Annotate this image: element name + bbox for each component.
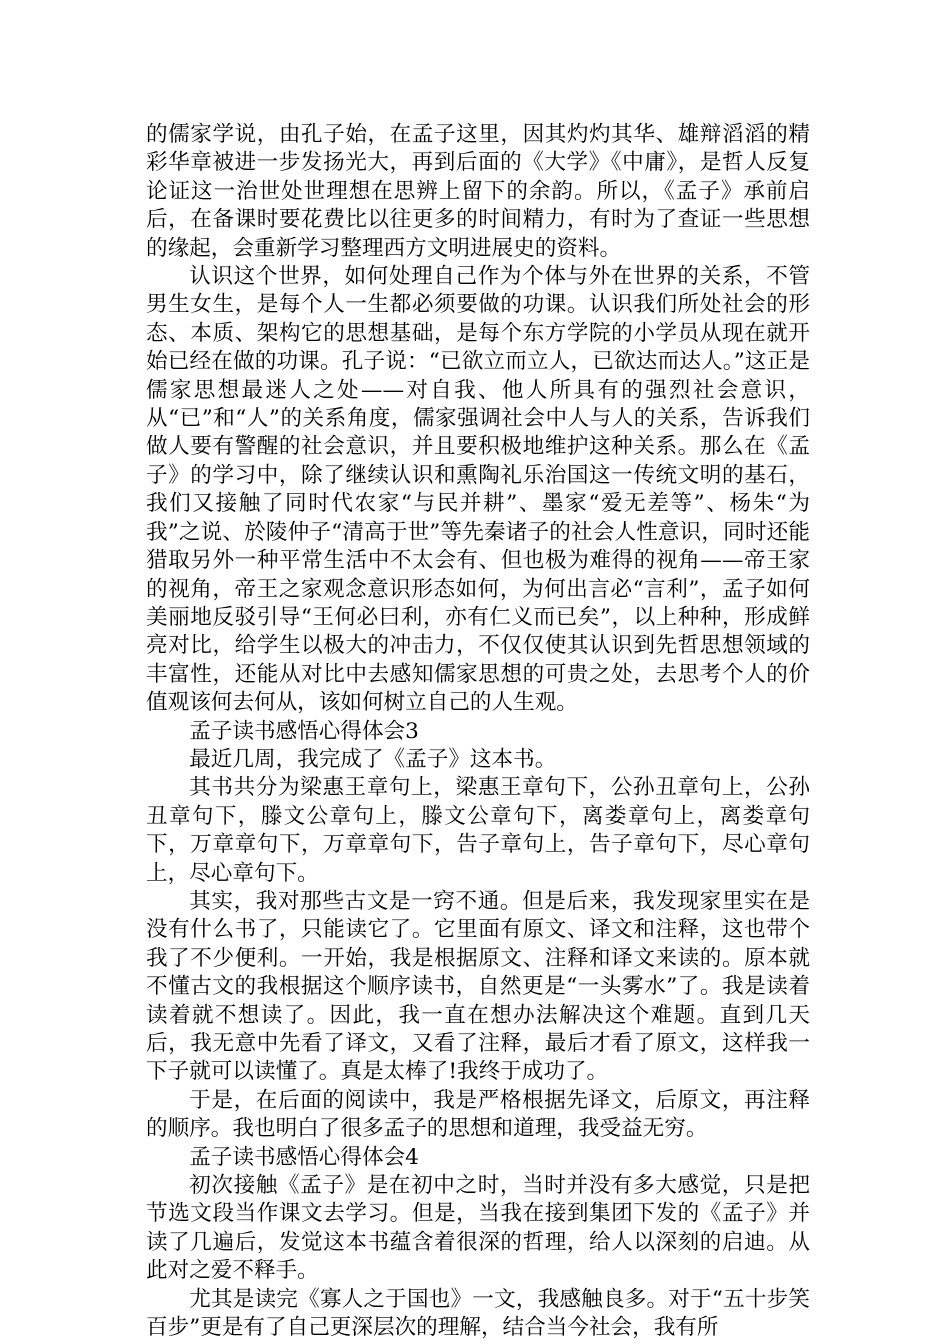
- section-heading-4: 孟子读书感悟心得体会4: [189, 1144, 419, 1170]
- paragraph-book-chapters: 其书共分为梁惠王章句上，梁惠王章句下，公孙丑章句上，公孙丑章句下，滕文公章句上，滕文公章句下，离娄章句上，离娄章句下，万章章句下，万章章句下，告子章句上，告子章句下，尽心章句上，尽心章句下。: [146, 775, 810, 886]
- paragraph-first-contact: 初次接触《孟子》是在初中之时，当时并没有多大感觉，只是把节选文段当作课文去学习。但是，当我在接到集团下发的《孟子》并读了几遍后，发觉这本书蕴含着很深的哲理，给人以深刻的启迪。从此对之爱不释手。: [146, 1173, 810, 1284]
- section-heading-3: 孟子读书感悟心得体会3: [189, 718, 419, 744]
- paragraph-finished-book: 最近几周，我完成了《孟子》这本书。: [189, 746, 557, 772]
- paragraph-reading-order: 于是，在后面的阅读中，我是严格根据先译文，后原文，再注释的顺序。我也明白了很多孟子的思想和道理，我受益无穷。: [146, 1087, 810, 1142]
- paragraph-confucian-theory: 的儒家学说，由孔子始，在孟子这里，因其灼灼其华、雄辩滔滔的精彩华章被进一步发扬光大，再到后面的《大学》《中庸》，是哲人反复论证这一治世处世理想在思辨上留下的余韵。所以，《孟子》承前启后，在备课时要花费比以往更多的时间精力，有时为了查证一些思想的缘起，会重新学习整理西方文明进展史的资料。: [146, 122, 810, 261]
- paragraph-guaren-zhiyu-guo: 尤其是读完《寡人之于国也》一文，我感触良多。对于“五十步笑百步”更是有了自己更深层次的理解，结合当今社会，我有所: [146, 1286, 810, 1341]
- document-body: [146, 121, 810, 1342]
- paragraph-reading-method: 其实，我对那些古文是一窍不通。但是后来，我发现家里实在是没有什么书了，只能读它了。它里面有原文、译文和注释，这也带个我了不少便利。一开始，我是根据原文、注释和译文来读的。原本就不懂古文的我根据这个顺序读书，自然更是“一头雾水”了。我是读着读着就不想读了。因此，我一直在想办法解决这个难题。直到几天后，我无意中先看了译文，又看了注释，最后才看了原文，这样我一下子就可以读懂了。真是太棒了!我终于成功了。: [146, 888, 810, 1085]
- paragraph-understanding-world: 认识这个世界，如何处理自己作为个体与外在世界的关系，不管男生女生，是每个人一生都必须要做的功课。认识我们所处社会的形态、本质、架构它的思想基础，是每个东方学院的小学员从现在就开始已经在做的功课。孔子说：“已欲立而立人，已欲达而达人。”这正是儒家思想最迷人之处——对自我、他人所具有的强烈社会意识，从“已”和“人”的关系角度，儒家强调社会中人与人的关系，告诉我们做人要有警醒的社会意识，并且要积极地维护这种关系。那么在《孟子》的学习中，除了继续认识和熏陶礼乐治国这一传统文明的基石，我们又接触了同时代农家“与民并耕”、墨家“爱无差等”、杨朱“为我”之说、於陵仲子“清高于世”等先秦诸子的社会人性意识，同时还能猎取另外一种平常生活中不太会有、但也极为难得的视角——帝王家的视角，帝王之家观念意识形态如何，为何出言必“言利”，孟子如何美丽地反驳引导“王何必曰利，亦有仁义而已矣”，以上种种，形成鲜亮对比，给学生以极大的冲击力，不仅仅使其认识到先哲思想领域的丰富性，还能从对比中去感知儒家思想的可贵之处，去思考个人的价值观该何去何从，该如何树立自己的人生观。: [146, 264, 810, 716]
